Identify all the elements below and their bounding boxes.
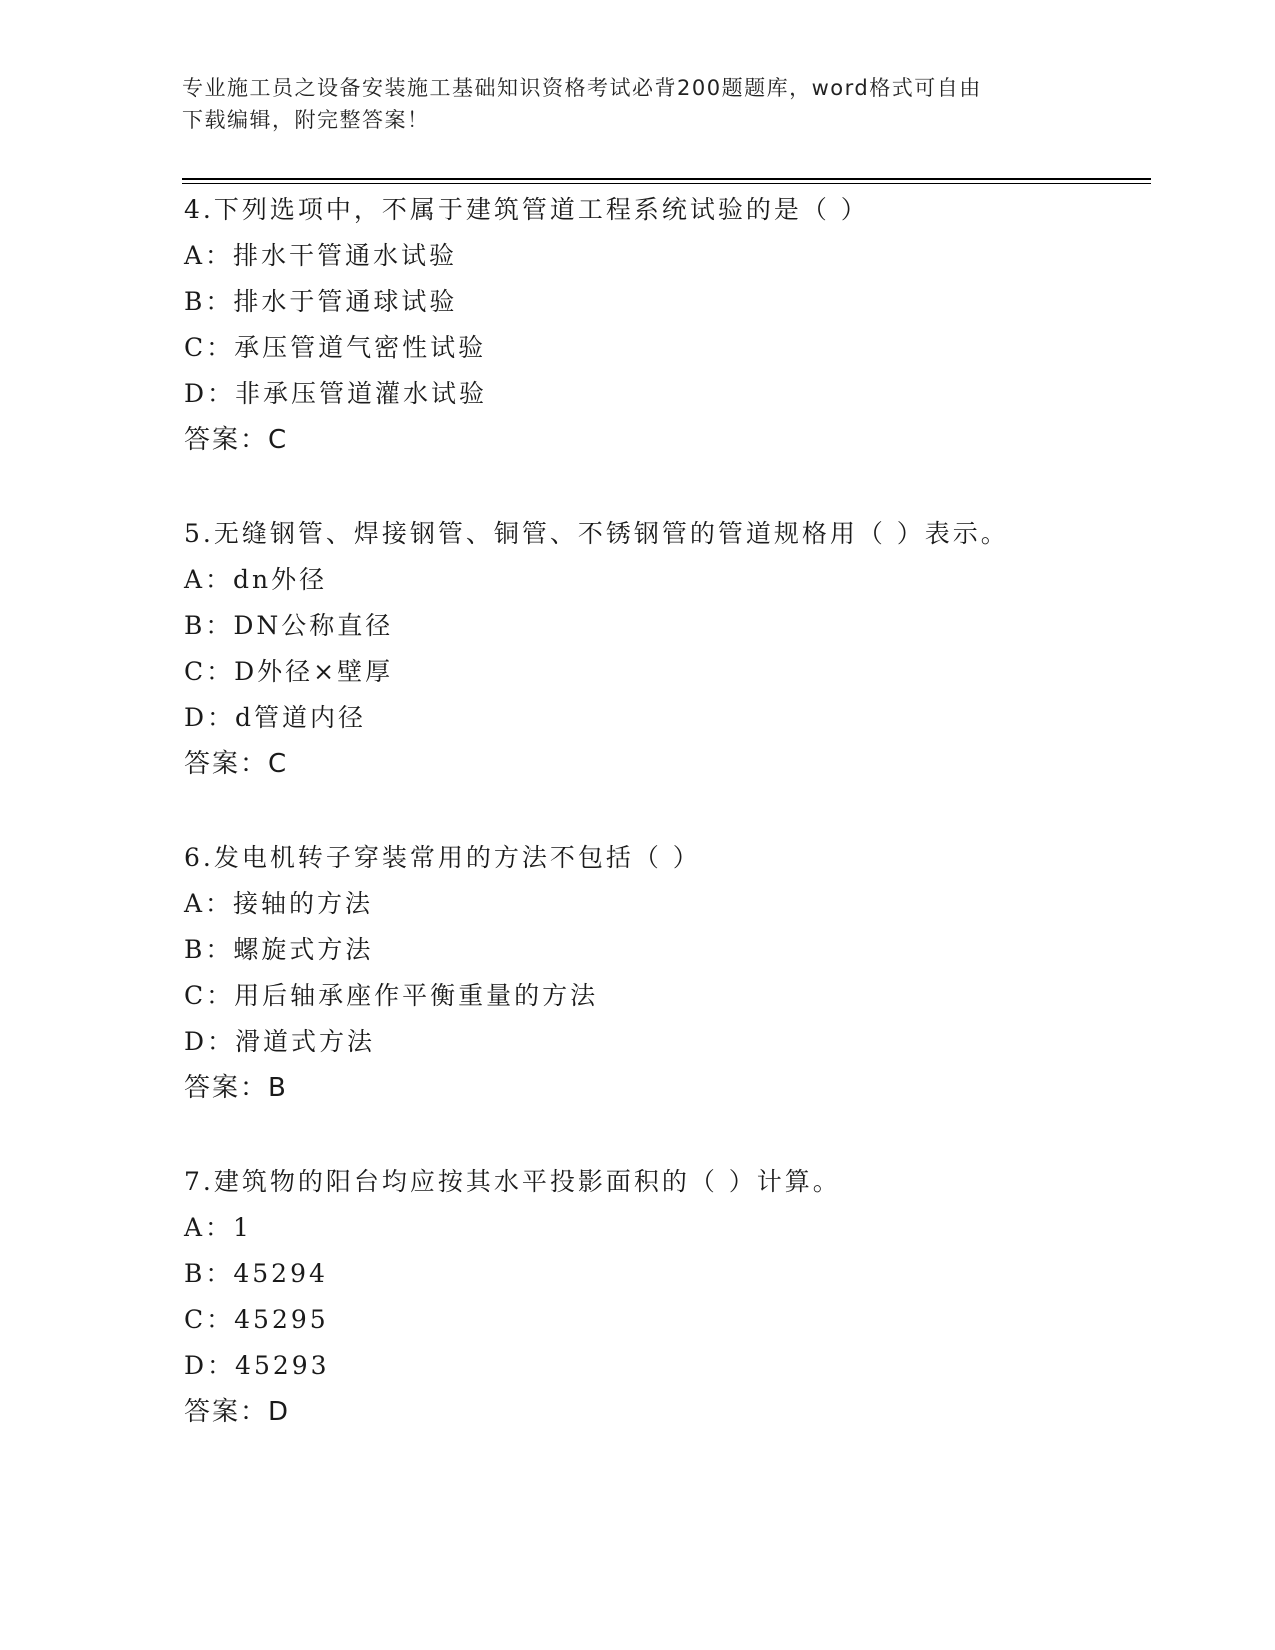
header-rule-thick [182,178,1151,180]
option-b: B：螺旋式方法 [184,935,374,964]
answer-line: 答案：C [184,749,289,779]
question-text: 6.发电机转子穿装常用的方法不包括（ ） [184,843,701,872]
option-a: A：接轴的方法 [184,889,374,918]
option-a: A：dn外径 [184,565,328,594]
option-d: D：45293 [184,1351,330,1380]
option-c: C：用后轴承座作平衡重量的方法 [184,981,599,1010]
option-b: B：排水于管通球试验 [184,287,458,316]
header-rule-thin [182,183,1151,184]
question-text: 4.下列选项中，不属于建筑管道工程系统试验的是（ ） [184,195,869,224]
answer-line: 答案：C [184,425,289,455]
option-c: C：承压管道气密性试验 [184,333,487,362]
question-6 [184,835,1144,1111]
option-b: B：DN公称直径 [184,611,394,640]
option-a: A：1 [184,1213,252,1242]
answer-line: 答案：D [184,1397,291,1427]
option-b: B：45294 [184,1259,328,1288]
document-header [182,72,1062,136]
option-d: D：非承压管道灌水试验 [184,379,488,408]
question-text: 7.建筑物的阳台均应按其水平投影面积的（ ）计算。 [184,1167,841,1196]
question-4 [184,187,1144,463]
question-list [184,187,1144,1483]
option-c: C：D外径×壁厚 [184,657,394,686]
option-c: C：45295 [184,1305,329,1334]
header-line-1: 专业施工员之设备安装施工基础知识资格考试必背200题题库，word格式可自由 [182,76,982,100]
option-d: D：滑道式方法 [184,1027,376,1056]
answer-line: 答案：B [184,1073,288,1103]
option-a: A：排水干管通水试验 [184,241,458,270]
question-5 [184,511,1144,787]
option-d: D：d管道内径 [184,703,367,732]
header-line-2: 下载编辑，附完整答案！ [182,108,430,132]
question-7 [184,1159,1144,1435]
question-text: 5.无缝钢管、焊接钢管、铜管、不锈钢管的管道规格用（ ）表示。 [184,519,1009,548]
